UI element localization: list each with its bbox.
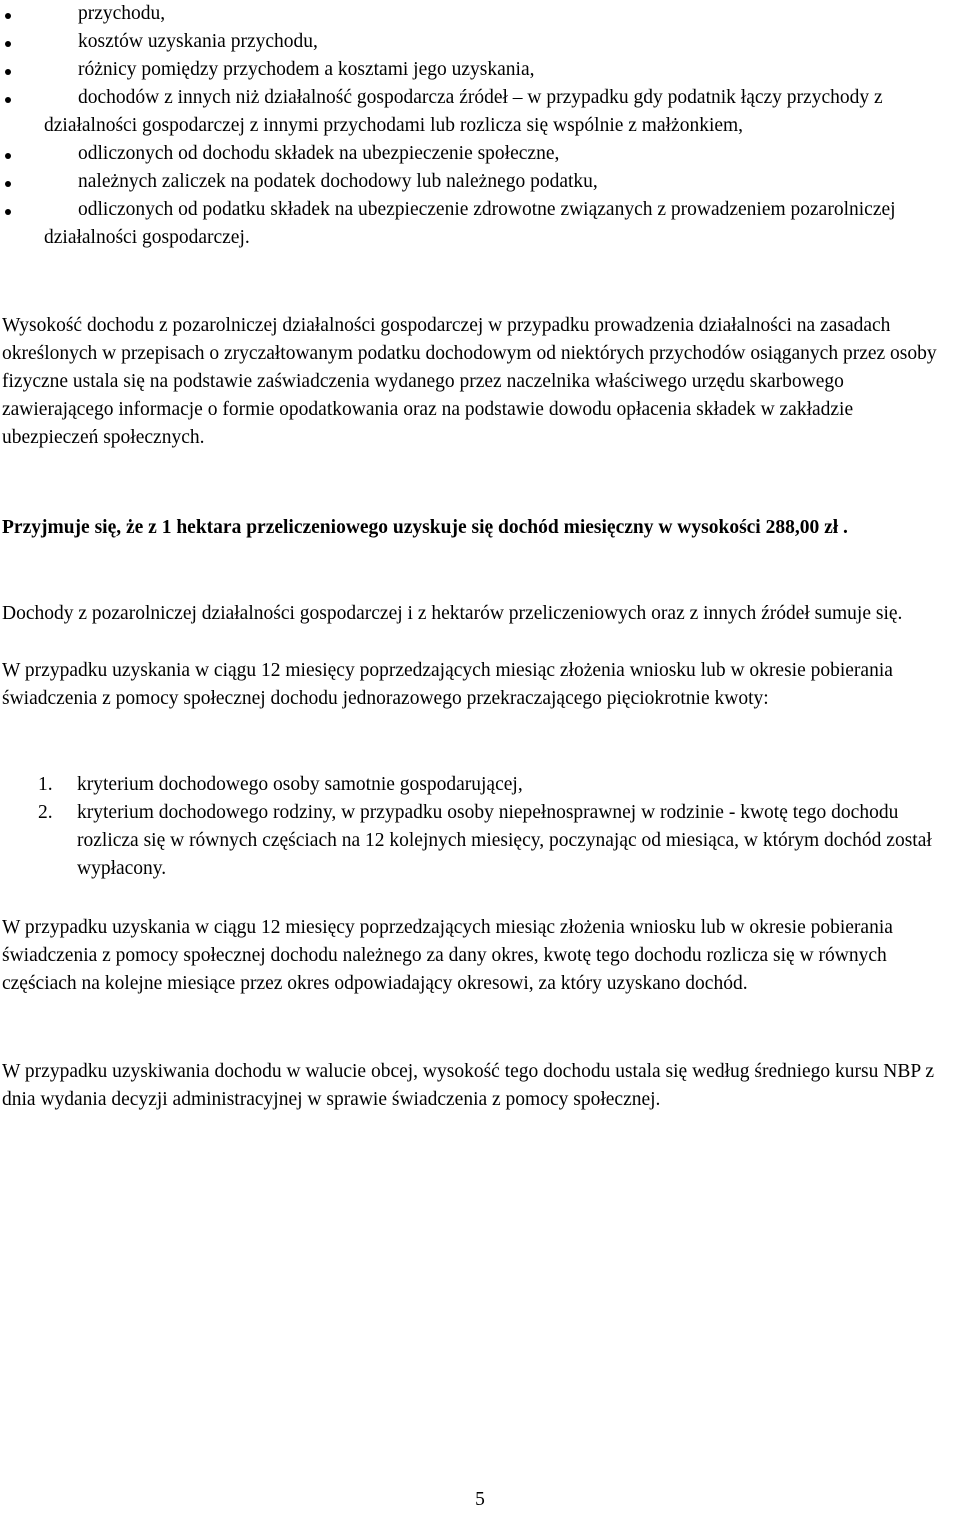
paragraph-income-business: Wysokość dochodu z pozarolniczej działalności gospodarczej w przypadku prowadzenia działalności na zasadach określonych w przepisach o zryczałtowanym podatku dochodowym od niektórych przychodów osiąganych przez osoby fizyczne ustala się na podstawie zaświadczenia wydanego przez naczelnika właściwego urzędu skarbowego zawierającego informacje o formie opodatkowania oraz na podstawie dowodu opłacenia składek w zakładzie ubezpieczeń społecznych. bbox=[2, 315, 937, 448]
paragraph-hectare-income: Przyjmuje się, że z 1 hektara przeliczeniowego uzyskuje się dochód miesięczny w wysokości 288,00 zł . bbox=[2, 517, 848, 538]
paragraph-one-time-income: W przypadku uzyskania w ciągu 12 miesięcy poprzedzających miesiąc złożenia wniosku lub w okresie pobierania świadczenia z pomocy społecznej dochodu jednorazowego przekraczającego pięciokrotnie kwoty: bbox=[2, 660, 893, 709]
bullet-icon bbox=[5, 209, 11, 215]
paragraph-income-sum: Dochody z pozarolniczej działalności gospodarczej i z hektarów przeliczeniowych oraz z innych źródeł sumuje się. bbox=[2, 603, 903, 624]
bullet-icon bbox=[5, 69, 11, 75]
list-marker: 1. bbox=[38, 774, 53, 795]
list-item: odliczonych od podatku składek na ubezpieczenie zdrowotne związanych z prowadzeniem pozarolniczej działalności gospodarczej. bbox=[0, 196, 950, 252]
list-item: przychodu, bbox=[0, 0, 950, 28]
list-item: należnych zaliczek na podatek dochodowy lub należnego podatku, bbox=[0, 168, 950, 196]
list-marker: 2. bbox=[38, 802, 53, 823]
numbered-list bbox=[0, 771, 950, 883]
bullet-list bbox=[0, 0, 950, 252]
bullet-icon bbox=[5, 153, 11, 159]
page-number: 5 bbox=[475, 1489, 485, 1510]
list-item: różnicy pomiędzy przychodem a kosztami jego uzyskania, bbox=[0, 56, 950, 84]
paragraph-due-income: W przypadku uzyskania w ciągu 12 miesięcy poprzedzających miesiąc złożenia wniosku lub w okresie pobierania świadczenia z pomocy społecznej dochodu należnego za dany okres, kwotę tego dochodu rozlicza się w równych częściach na kolejne miesiące przez okres odpowiadający okresowi, za który uzyskano dochód. bbox=[2, 917, 893, 994]
bullet-icon bbox=[5, 97, 11, 103]
bullet-icon bbox=[5, 181, 11, 187]
bullet-icon bbox=[5, 41, 11, 47]
list-item: dochodów z innych niż działalność gospodarcza źródeł – w przypadku gdy podatnik łączy przychody z działalności gospodarczej z innymi przychodami lub rozlicza się wspólnie z małżonkiem, bbox=[0, 84, 950, 140]
paragraph-foreign-currency: W przypadku uzyskiwania dochodu w walucie obcej, wysokość tego dochodu ustala się według średniego kursu NBP z dnia wydania decyzji administracyjnej w sprawie świadczenia z pomocy społecznej. bbox=[2, 1061, 935, 1110]
bullet-icon bbox=[5, 13, 11, 19]
list-item: 2. kryterium dochodowego rodziny, w przypadku osoby niepełnosprawnej w rodzinie - kwotę tego dochodu rozlicza się w równych częściach na 12 kolejnych miesięcy, poczynając od miesiąca, w którym dochód został wypłacony. bbox=[0, 799, 950, 883]
list-item: odliczonych od dochodu składek na ubezpieczenie społeczne, bbox=[0, 140, 950, 168]
list-item: kosztów uzyskania przychodu, bbox=[0, 28, 950, 56]
list-item: 1. kryterium dochodowego osoby samotnie gospodarującej, bbox=[0, 771, 950, 799]
